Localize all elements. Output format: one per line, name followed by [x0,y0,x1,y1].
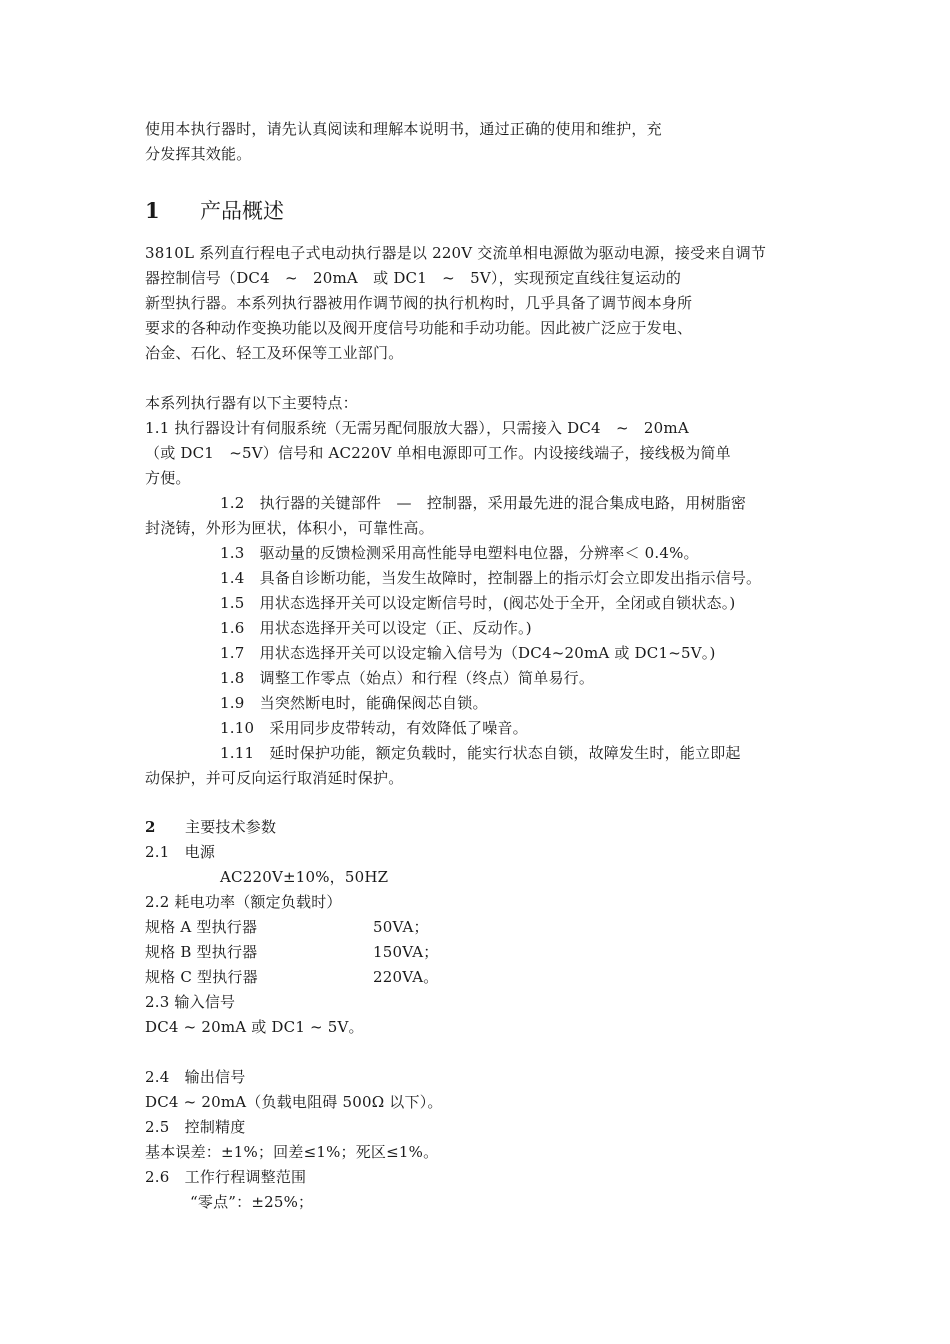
accuracy-value: 基本误差：±1%；回差≤1%；死区≤1%。 [145,1143,439,1161]
feature-1-8: 1.8 调整工作零点（始点）和行程（终点）简单易行。 [220,669,595,687]
power-value: AC220V±10%，50HZ [220,868,389,886]
intro-line-2: 分发挥其效能。 [145,145,252,163]
feature-1-11-line-1: 1.11 延时保护功能，额定负载时，能实行状态自锁，故障发生时，能立即起 [220,744,741,762]
feature-1-4: 1.4 具备自诊断功能，当发生故障时，控制器上的指示灯会立即发出指示信号。 [220,569,762,587]
feature-1-2-line-1: 1.2 执行器的关键部件 — 控制器，采用最先进的混合集成电路，用树脂密 [220,494,747,512]
spec-name-c: 规格 C 型执行器 [145,968,258,986]
feature-1-10: 1.10 采用同步皮带转动，有效降低了噪音。 [220,719,528,737]
intro-line-1: 使用本执行器时，请先认真阅读和理解本说明书，通过正确的使用和维护，充 [145,120,662,138]
spec-name-b: 规格 B 型执行器 [145,943,258,961]
feature-1-1-line-2: （或 DC1 ~5V）信号和 AC220V 单相电源即可工作。内设接线端子，接线极为简单 [145,444,731,462]
feature-1-1-line-1: 1.1 执行器设计有伺服系统（无需另配伺服放大器），只需接入 DC4 ~ 20mA [145,419,689,437]
spec-value-c: 220VA。 [373,968,439,986]
feature-1-1-line-3: 方便。 [145,469,191,487]
feature-1-3: 1.3 驱动量的反馈检测采用高性能导电塑料电位器，分辨率＜ 0.4%。 [220,544,699,562]
spec-name-a: 规格 A 型执行器 [145,918,258,936]
input-value: DC4 ~ 20mA 或 DC1 ~ 5V。 [145,1018,364,1036]
section-2-number: 2 [145,818,156,836]
output-value: DC4 ~ 20mA（负载电阻碍 500Ω 以下）。 [145,1093,443,1111]
stroke-value: “零点”：±25%； [190,1193,314,1211]
power-heading: 2.1 电源 [145,843,216,861]
section-2-title: 主要技术参数 [185,818,277,836]
section-1-number: 1 [145,198,160,223]
section-2-heading [145,817,276,837]
spec-row-a [145,917,429,937]
features-intro: 本系列执行器有以下主要特点： [145,394,358,412]
overview-line-1: 3810L 系列直行程电子式电动执行器是以 220V 交流单相电源做为驱动电源，接受来自调节 [145,244,767,262]
consumption-heading: 2.2 耗电功率（额定负载时） [145,893,342,911]
spec-row-b [145,942,438,962]
feature-1-2-line-2: 封浇铸，外形为匣状，体积小，可靠性高。 [145,519,434,537]
feature-1-5: 1.5 用状态选择开关可以设定断信号时，(阀芯处于全开，全闭或自锁状态。) [220,594,736,612]
overview-line-5: 冶金、石化、轻工及环保等工业部门。 [145,344,404,362]
feature-1-7: 1.7 用状态选择开关可以设定输入信号为（DC4~20mA 或 DC1~5V。) [220,644,716,662]
feature-1-9: 1.9 当突然断电时，能确保阀芯自锁。 [220,694,488,712]
output-heading: 2.4 输出信号 [145,1068,246,1086]
overview-line-2: 器控制信号（DC4 ~ 20mA 或 DC1 ~ 5V），实现预定直线往复运动的 [145,269,682,287]
section-1-title: 产品概述 [200,199,284,223]
spec-value-a: 50VA； [373,918,429,936]
spec-row-c [145,967,438,987]
feature-1-6: 1.6 用状态选择开关可以设定（正、反动作。) [220,619,532,637]
stroke-heading: 2.6 工作行程调整范围 [145,1168,307,1186]
spec-value-b: 150VA； [373,943,439,961]
feature-1-11-line-2: 动保护，并可反向运行取消延时保护。 [145,769,404,787]
input-heading: 2.3 输入信号 [145,993,236,1011]
overview-line-3: 新型执行器。本系列执行器被用作调节阀的执行机构时，几乎具备了调节阀本身所 [145,294,693,312]
section-1-heading [145,198,284,224]
accuracy-heading: 2.5 控制精度 [145,1118,246,1136]
overview-line-4: 要求的各种动作变换功能以及阀开度信号功能和手动功能。因此被广泛应于发电、 [145,319,693,337]
